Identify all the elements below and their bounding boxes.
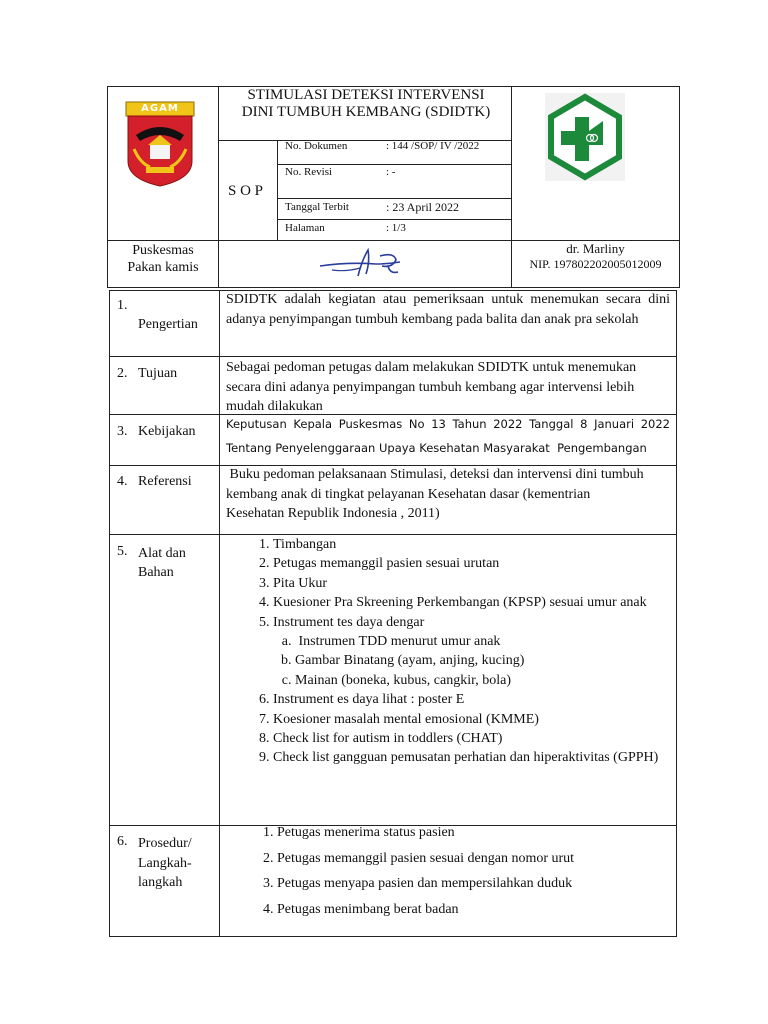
list-item xyxy=(273,613,668,691)
signature-image xyxy=(318,246,418,280)
list-item: 8. Check list for autism in toddlers (CHAT) xyxy=(273,729,668,748)
meta-value-revision: : - xyxy=(386,166,396,178)
meta-value-doc-no: : 144 /SOP/ IV /2022 xyxy=(386,140,480,152)
section-1-number: 1. xyxy=(117,298,128,313)
title-line-2: DINI TUMBUH KEMBANG (SDIDTK) xyxy=(241,104,491,120)
section-1-text: SDIDTK adalah kegiatan atau pemeriksaan untuk menemukan secara dini adanya penyimpangan tumbuh kembang pada balita dan anak pra sekolah xyxy=(226,292,670,327)
list-item: 3. Petugas menyapa pasien dan mempersilahkan duduk xyxy=(277,871,672,897)
meta-label-revision: No. Revisi xyxy=(285,166,333,178)
section-5-label xyxy=(138,544,186,582)
section-3-line-2: Tentang Penyelenggaraan Upaya Kesehatan Masyarakat Pengembangan xyxy=(226,441,647,455)
section-2-label: Tujuan xyxy=(138,366,178,381)
section-5-number: 5. xyxy=(117,544,128,559)
agam-logo xyxy=(124,101,196,187)
equipment-list xyxy=(248,535,668,768)
title-line-1: STIMULASI DETEKSI INTERVENSI xyxy=(247,87,485,103)
meta-label-doc-no: No. Dokumen xyxy=(285,140,348,152)
meta-label-page: Halaman xyxy=(285,222,325,234)
list-item-text: Instrument tes daya dengar xyxy=(273,614,425,630)
section-4-label: Referensi xyxy=(138,474,192,489)
section-3-label: Kebijakan xyxy=(138,424,196,439)
agam-logo-text: AGAM xyxy=(141,103,179,114)
list-item: 7. Koesioner masalah mental emosional (KMME) xyxy=(273,710,668,729)
signer-block xyxy=(512,241,679,272)
signer-name: dr. Marliny xyxy=(566,241,625,256)
sub-list-item: c. Mainan (boneka, kubus, cangkir, bola) xyxy=(295,671,668,690)
sub-list-item: b. Gambar Binatang (ayam, anjing, kucing) xyxy=(295,651,668,670)
document-title xyxy=(222,87,510,121)
section-6-label xyxy=(138,834,192,893)
list-item: 4. Kuesioner Pra Skreening Perkembangan (KPSP) sesuai umur anak xyxy=(273,593,668,612)
meta-value-issue-date: : 23 April 2022 xyxy=(386,200,460,214)
meta-value-page: : 1/3 xyxy=(386,222,406,234)
list-item: 6. Instrument es daya lihat : poster E xyxy=(273,690,668,709)
section-4-text: Buku pedoman pelaksanaan Stimulasi, deteksi dan intervensi dini tumbuh kembang anak di tingkat pelayanan Kesehatan dasar (kementrian Kesehatan Republik Indonesia , 2011) xyxy=(226,467,648,521)
signer-nip: NIP. 197802202005012009 xyxy=(529,257,662,271)
org-line-1: Puskesmas xyxy=(132,243,194,258)
sub-list xyxy=(273,632,668,690)
section-1-label: Pengertian xyxy=(138,317,198,332)
section-3-number: 3. xyxy=(117,424,128,439)
section-5-label-line-2: Bahan xyxy=(138,565,174,580)
section-6-label-line-3: langkah xyxy=(138,875,183,890)
list-item: 1. Timbangan xyxy=(273,535,668,554)
sub-list-item: a. Instrumen TDD menurut umur anak xyxy=(295,632,668,651)
list-item: 1. Petugas menerima status pasien xyxy=(277,820,672,846)
section-3-line-1: Keputusan Kepala Puskesmas No 13 Tahun 2022 Tanggal 8 Januari 2022 xyxy=(226,417,670,431)
section-2-text: Sebagai pedoman petugas dalam melakukan SDIDTK untuk menemukan secara dini adanya penyimpangan tumbuh kembang agar intervensi lebih mudah dilakukan xyxy=(226,360,637,414)
puskesmas-cross-logo-icon xyxy=(545,93,625,181)
section-5-label-line-1: Alat dan xyxy=(138,546,186,561)
section-6-label-line-1: Prosedur/ xyxy=(138,836,192,851)
meta-label-issue-date: Tanggal Terbit xyxy=(285,201,349,213)
org-line-2: Pakan kamis xyxy=(127,260,199,275)
section-2-number: 2. xyxy=(117,366,128,381)
sop-label: S O P xyxy=(228,183,264,199)
list-item: 2. Petugas memanggil pasien sesuai dengan nomor urut xyxy=(277,846,672,872)
list-item: 4. Petugas menimbang berat badan xyxy=(277,897,672,923)
section-6-label-line-2: Langkah- xyxy=(138,855,192,871)
list-item: 2. Petugas memanggil pasien sesuai urutan xyxy=(273,554,668,573)
list-item: 3. Pita Ukur xyxy=(273,574,668,593)
section-4-number: 4. xyxy=(117,474,128,489)
procedure-list xyxy=(252,820,672,922)
list-item: 9. Check list gangguan pemusatan perhatian dan hiperaktivitas (GPPH) xyxy=(273,748,668,767)
section-6-number: 6. xyxy=(117,834,128,849)
organization-name xyxy=(108,242,218,276)
